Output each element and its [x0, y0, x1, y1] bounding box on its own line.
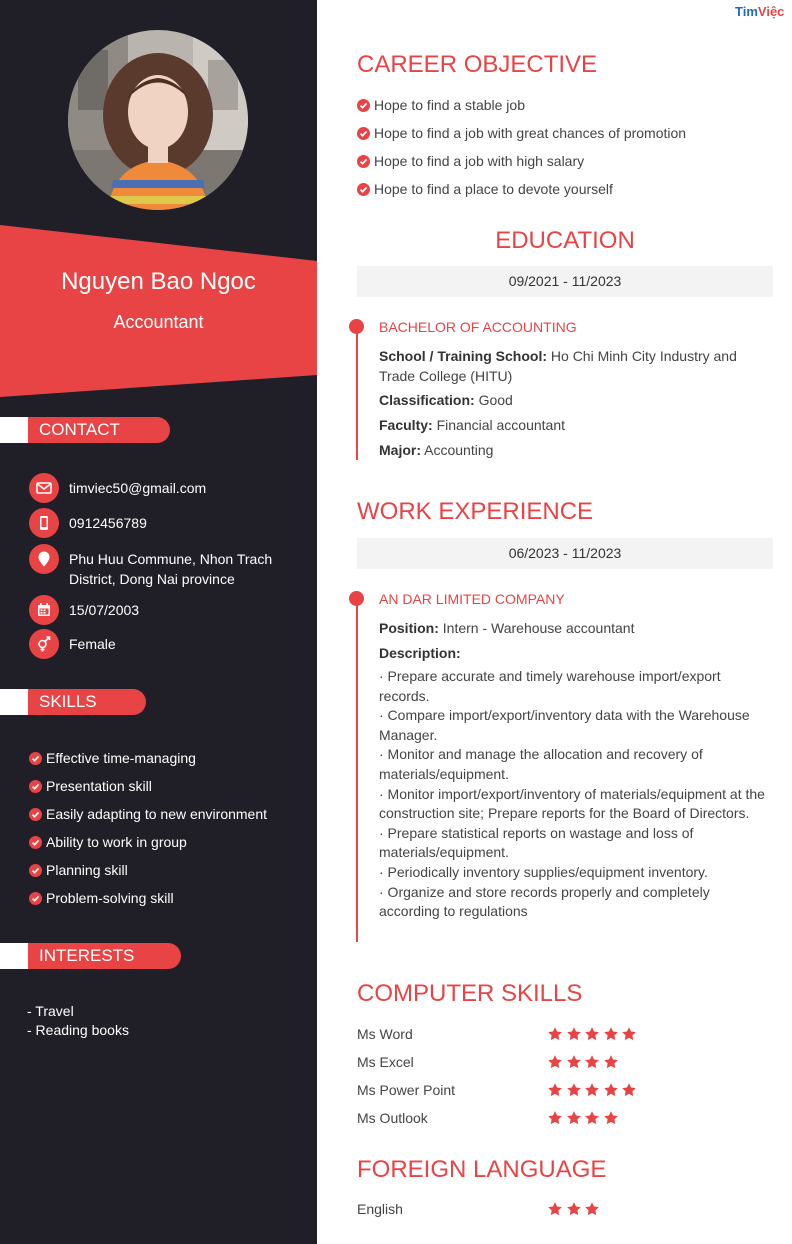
star-icon: [584, 1082, 600, 1098]
star-icon: [603, 1082, 619, 1098]
skill-item: Problem-solving skill: [29, 888, 267, 916]
check-circle-icon: [29, 892, 42, 905]
computer-skills-heading: COMPUTER SKILLS: [357, 980, 583, 1007]
interest-item: - Reading books: [27, 1022, 129, 1038]
phone-icon: [29, 508, 59, 538]
star-icon: [566, 1201, 582, 1217]
check-circle-icon: [357, 183, 370, 196]
star-icon: [621, 1026, 637, 1042]
skill-item: Effective time-managing: [29, 748, 267, 776]
check-circle-icon: [29, 808, 42, 821]
computer-skill-row-label: Ms Power Point: [357, 1082, 456, 1098]
education-degree: BACHELOR OF ACCOUNTING: [379, 319, 577, 335]
contact-birthday: 15/07/2003: [29, 595, 289, 625]
description-item: · Periodically inventory supplies/equipment inventory.: [379, 863, 708, 880]
star-icon: [584, 1026, 600, 1042]
star-icon: [547, 1026, 563, 1042]
interests-list: [27, 1002, 129, 1040]
computer-skill-row: [357, 1108, 777, 1128]
star-icon: [603, 1110, 619, 1126]
star-icon: [584, 1201, 600, 1217]
brand-logo: TimViệc: [735, 4, 785, 19]
star-rating: [547, 1054, 621, 1070]
star-icon: [566, 1082, 582, 1098]
work-position: Position: Intern - Warehouse accountant: [379, 620, 635, 636]
objective-item: Hope to find a place to devote yourself: [357, 179, 686, 207]
education-timeline-dot: [349, 319, 364, 334]
career-objective-heading: CAREER OBJECTIVE: [357, 51, 598, 78]
education-classification: Classification: Good: [379, 392, 513, 408]
education-period: 09/2021 - 11/2023: [357, 266, 773, 297]
skill-item: Presentation skill: [29, 776, 267, 804]
star-icon: [566, 1054, 582, 1070]
work-timeline-dot: [349, 591, 364, 606]
language-row-label: English: [357, 1201, 403, 1217]
star-rating: [547, 1082, 640, 1098]
skills-list: [29, 748, 267, 916]
description-item: · Organize and store records properly and completely according to regulations: [379, 883, 710, 920]
profile-job-title: Accountant: [113, 312, 204, 332]
description-item: · Prepare statistical reports on wastage and loss of materials/equipment.: [379, 824, 694, 861]
star-icon: [566, 1110, 582, 1126]
work-description-label: Description:: [379, 645, 461, 661]
work-experience-heading: WORK EXPERIENCE: [357, 498, 594, 525]
computer-skill-row-label: Ms Word: [357, 1026, 413, 1042]
education-major: Major: Accounting: [379, 442, 494, 458]
star-icon: [547, 1054, 563, 1070]
work-company: AN DAR LIMITED COMPANY: [379, 591, 565, 607]
computer-skill-row: [357, 1024, 777, 1044]
star-icon: [566, 1026, 582, 1042]
star-icon: [547, 1201, 563, 1217]
education-timeline: [356, 326, 358, 460]
foreign-language-heading: FOREIGN LANGUAGE: [357, 1156, 607, 1183]
skill-item: Ability to work in group: [29, 832, 267, 860]
work-description-list: [379, 667, 773, 922]
star-rating: [547, 1026, 640, 1042]
location-pin-icon: [29, 544, 59, 574]
star-rating: [547, 1110, 621, 1126]
computer-skill-row-label: Ms Excel: [357, 1054, 414, 1070]
description-item: · Compare import/export/inventory data with the Warehouse Manager.: [379, 707, 750, 743]
profile-photo: [68, 30, 248, 210]
star-icon: [621, 1082, 637, 1098]
computer-skill-row-label: Ms Outlook: [357, 1110, 428, 1126]
computer-skill-row: [357, 1052, 777, 1072]
check-circle-icon: [29, 864, 42, 877]
check-circle-icon: [29, 752, 42, 765]
calendar-icon: [29, 595, 59, 625]
gender-icon: [29, 629, 59, 659]
education-faculty: Faculty: Financial accountant: [379, 417, 565, 433]
star-icon: [547, 1082, 563, 1098]
language-row: [357, 1199, 777, 1219]
description-item: · Prepare accurate and timely warehouse import/export records.: [379, 668, 721, 704]
education-school: School / Training School: Ho Chi Minh City Industry and Trade College (HITU): [379, 348, 737, 384]
computer-skill-row: [357, 1080, 777, 1100]
education-heading: EDUCATION: [495, 227, 635, 254]
contact-email: timviec50@gmail.com: [29, 473, 289, 503]
star-icon: [584, 1110, 600, 1126]
interest-item: - Travel: [27, 1003, 74, 1019]
description-item: · Monitor import/export/inventory of materials/equipment at the construction site; Prepare reports for the Board of Directors.: [379, 785, 765, 822]
work-timeline: [356, 598, 358, 942]
objective-item: Hope to find a job with great chances of promotion: [357, 123, 686, 151]
contact-address: Phu Huu Commune, Nhon Trach District, Dong Nai province: [29, 544, 289, 589]
contact-phone: 0912456789: [29, 508, 289, 538]
profile-name: Nguyen Bao Ngoc: [61, 268, 256, 295]
check-circle-icon: [29, 836, 42, 849]
objective-item: Hope to find a job with high salary: [357, 151, 686, 179]
check-circle-icon: [357, 99, 370, 112]
contact-gender: Female: [29, 629, 289, 659]
skill-item: Easily adapting to new environment: [29, 804, 267, 832]
star-icon: [547, 1110, 563, 1126]
sidebar: Nguyen Bao Ngoc Accountant CONTACT timviec50@gmail.com 0912456789 Phu Huu Commune, Nhon Trach District, Dong Nai province 15/07/2003 Female SKILLS Effective time-managing Presentation skill Easily adapting to new environment Ability to work in group Planning skill Problem-solving skill INTERESTS - Travel - Reading books: [0, 0, 317, 1244]
check-circle-icon: [357, 155, 370, 168]
star-rating: [547, 1201, 603, 1217]
star-icon: [603, 1026, 619, 1042]
work-period: 06/2023 - 11/2023: [357, 538, 773, 569]
check-circle-icon: [357, 127, 370, 140]
star-icon: [603, 1054, 619, 1070]
skill-item: Planning skill: [29, 860, 267, 888]
description-item: · Monitor and manage the allocation and recovery of materials/equipment.: [379, 746, 703, 782]
objective-item: Hope to find a stable job: [357, 95, 686, 123]
check-circle-icon: [29, 780, 42, 793]
career-objective-list: [357, 95, 686, 207]
star-icon: [584, 1054, 600, 1070]
email-icon: [29, 473, 59, 503]
